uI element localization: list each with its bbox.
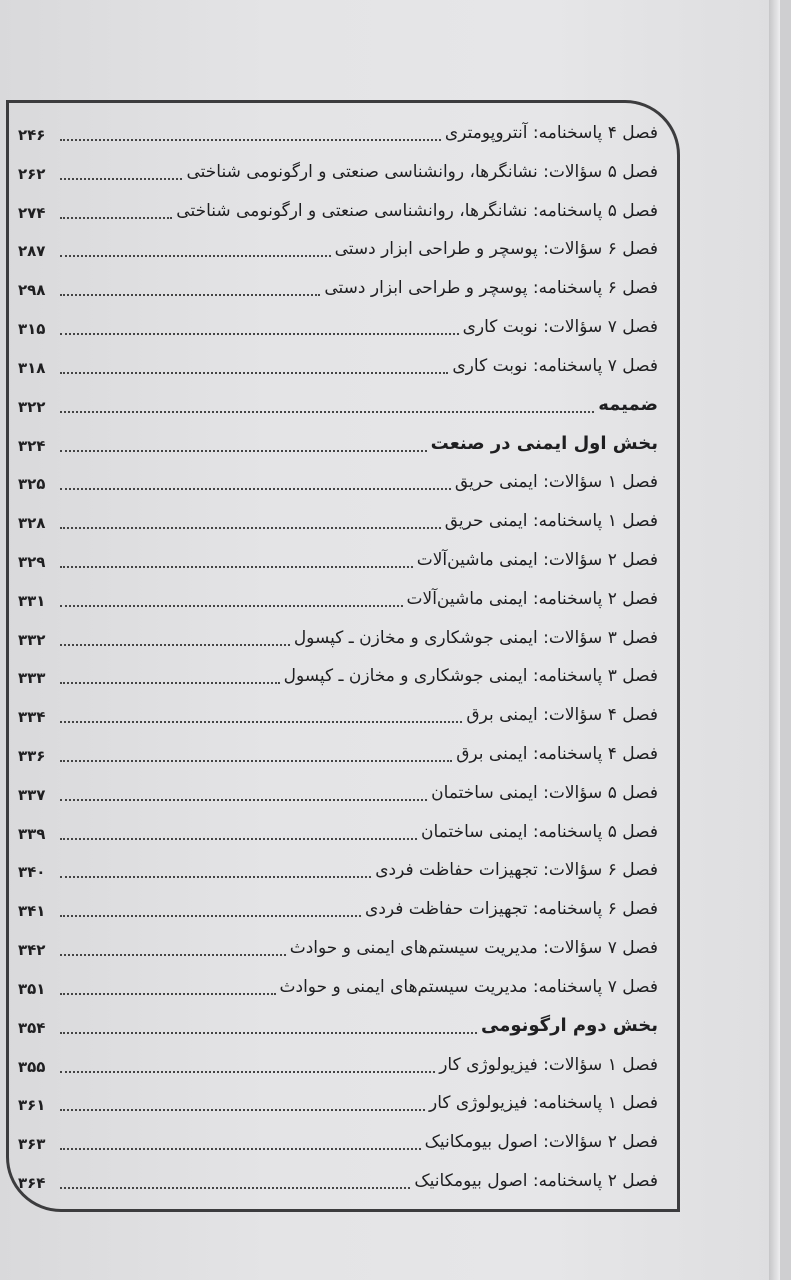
toc-entry <box>18 232 658 264</box>
toc-entry-title: فصل ۶ پاسخنامه: تجهیزات حفاظت فردی <box>365 899 658 920</box>
toc-entry-title: فصل ۷ پاسخنامه: نوبت کاری <box>452 355 658 376</box>
toc-entry <box>18 271 658 303</box>
toc-page-number: ۳۴۰ <box>18 863 46 882</box>
toc-page-number: ۳۶۳ <box>18 1135 46 1154</box>
toc-entry-title: فصل ۷ سؤالات: مدیریت سیستم‌های ایمنی و حوادث <box>289 938 658 959</box>
toc-entry-title: فصل ۲ پاسخنامه: ایمنی ماشین‌آلات <box>406 588 658 609</box>
toc-entry-title: فصل ۴ سؤالات: ایمنی برق <box>466 705 658 726</box>
toc-page-number: ۳۲۵ <box>18 475 46 494</box>
dot-leader <box>60 450 427 452</box>
toc-section-heading <box>18 388 658 420</box>
toc-page-number: ۳۳۲ <box>18 630 46 649</box>
dot-leader <box>60 1032 477 1034</box>
toc-page-number: ۳۲۹ <box>18 552 46 571</box>
toc-page-number: ۲۹۸ <box>18 281 46 300</box>
dot-leader <box>60 876 371 878</box>
toc-page-number: ۳۳۶ <box>18 747 46 765</box>
toc-entry-title: فصل ۴ پاسخنامه: ایمنی برق <box>456 744 658 764</box>
toc-entry <box>18 582 658 614</box>
toc-page-number: ۳۳۴ <box>18 708 46 727</box>
dot-leader <box>60 915 361 917</box>
toc-entry <box>18 1164 658 1196</box>
dot-leader <box>60 993 276 995</box>
toc-entry-title: فصل ۵ پاسخنامه: ایمنی ساختمان <box>420 821 658 842</box>
dot-leader <box>60 566 413 568</box>
dot-leader <box>60 682 280 684</box>
toc-entry-title: فصل ۵ سؤالات: ایمنی ساختمان <box>431 782 658 803</box>
toc-entry-title: فصل ۲ پاسخنامه: اصول بیومکانیک <box>414 1170 658 1191</box>
dot-leader <box>60 333 459 335</box>
dot-leader <box>60 1109 425 1111</box>
toc-entry <box>18 737 658 769</box>
toc-entry <box>18 621 658 653</box>
toc-entry-title: فصل ۱ سؤالات: فیزیولوژی کار <box>439 1054 658 1075</box>
toc-entry-title: فصل ۲ سؤالات: اصول بیومکانیک <box>424 1132 658 1153</box>
toc-entry-title: فصل ۶ سؤالات: تجهیزات حفاظت فردی <box>375 860 658 881</box>
toc-entry <box>18 310 658 342</box>
toc-entry <box>18 659 658 691</box>
toc-section-heading <box>18 1009 658 1041</box>
toc-entry <box>18 194 658 226</box>
toc-page-number: ۳۴۲ <box>18 941 46 960</box>
dot-leader <box>60 1148 421 1150</box>
dot-leader <box>60 1071 435 1073</box>
dot-leader <box>60 411 594 413</box>
toc-entry-title: فصل ۶ پاسخنامه: پوسچر و طراحی ابزار دستی <box>324 278 658 299</box>
toc-entry-title: فصل ۶ سؤالات: پوسچر و طراحی ابزار دستی <box>334 239 658 260</box>
toc-entry <box>18 815 658 847</box>
dot-leader <box>60 1187 410 1189</box>
dot-leader <box>60 760 452 762</box>
toc-entry-title: فصل ۷ سؤالات: نوبت کاری <box>462 317 658 338</box>
dot-leader <box>60 294 320 296</box>
dot-leader <box>60 954 286 956</box>
dot-leader <box>60 721 462 723</box>
dot-leader <box>60 527 441 529</box>
page-edge <box>769 0 780 1280</box>
toc-page-number: ۳۲۲ <box>18 397 46 416</box>
dot-leader <box>60 139 441 141</box>
dot-leader <box>60 372 448 374</box>
toc-entry <box>18 504 658 536</box>
toc-entry <box>18 349 658 381</box>
toc-entry <box>18 931 658 963</box>
toc-page-number: ۳۵۱ <box>18 979 46 998</box>
toc-page-number: ۲۶۲ <box>18 164 46 183</box>
toc-entry <box>18 155 658 187</box>
dot-leader <box>60 488 451 490</box>
dot-leader <box>60 178 182 180</box>
toc-entry <box>18 1086 658 1118</box>
toc-entry <box>18 970 658 1002</box>
toc-entry-title: فصل ۲ سؤالات: ایمنی ماشین‌آلات <box>416 549 658 570</box>
dot-leader <box>60 644 290 646</box>
toc-page-number: ۳۱۵ <box>18 320 46 339</box>
toc-entry-title: ضمیمه <box>598 393 658 415</box>
toc-page-number: ۲۴۶ <box>18 126 46 144</box>
toc-entry-title: فصل ۵ پاسخنامه: نشانگرها، روانشناسی صنعتی و ارگونومی شناختی <box>176 200 658 221</box>
table-of-contents <box>18 116 658 1196</box>
toc-entry-title: فصل ۳ پاسخنامه: ایمنی جوشکاری و مخازن ـ کپسول <box>283 666 658 687</box>
toc-page-number: ۳۱۸ <box>18 358 46 377</box>
toc-entry <box>18 1048 658 1080</box>
toc-entry-title: فصل ۷ پاسخنامه: مدیریت سیستم‌های ایمنی و حوادث <box>279 976 658 997</box>
toc-page-number: ۳۳۷ <box>18 785 46 804</box>
dot-leader <box>60 255 331 257</box>
toc-entry <box>18 1125 658 1157</box>
toc-page-number: ۳۴۱ <box>18 902 46 921</box>
toc-entry <box>18 853 658 885</box>
toc-page-number: ۳۵۵ <box>18 1057 46 1076</box>
dot-leader <box>60 838 417 840</box>
toc-entry <box>18 698 658 730</box>
dot-leader <box>60 605 403 607</box>
toc-entry-title: فصل ۵ سؤالات: نشانگرها، روانشناسی صنعتی و ارگونومی شناختی <box>186 161 658 182</box>
toc-entry-title: فصل ۱ پاسخنامه: ایمنی حریق <box>444 511 658 532</box>
toc-entry-title: بخش اول ایمنی در صنعت <box>430 432 658 454</box>
toc-entry <box>18 543 658 575</box>
toc-entry-title: بخش دوم ارگونومی <box>480 1014 658 1036</box>
dot-leader <box>60 799 427 801</box>
toc-page-number: ۳۲۸ <box>18 514 46 533</box>
toc-page-number: ۳۳۱ <box>18 591 46 610</box>
toc-entry <box>18 776 658 808</box>
toc-page-number: ۳۳۹ <box>18 824 46 843</box>
toc-entry <box>18 116 658 148</box>
toc-entry-title: فصل ۱ پاسخنامه: فیزیولوژی کار <box>428 1093 658 1114</box>
toc-page-number: ۲۸۷ <box>18 242 46 261</box>
toc-entry <box>18 465 658 497</box>
toc-entry-title: فصل ۳ سؤالات: ایمنی جوشکاری و مخازن ـ کپسول <box>293 627 658 648</box>
toc-page-number: ۲۷۴ <box>18 203 46 222</box>
toc-page-number: ۳۲۴ <box>18 436 46 455</box>
dot-leader <box>60 217 172 219</box>
toc-entry-title: فصل ۴ پاسخنامه: آنتروپومتری <box>444 123 658 143</box>
toc-entry <box>18 892 658 924</box>
toc-entry-title: فصل ۱ سؤالات: ایمنی حریق <box>454 472 658 493</box>
toc-page-number: ۳۶۱ <box>18 1096 46 1115</box>
toc-page-number: ۳۶۴ <box>18 1173 46 1192</box>
toc-page-number: ۳۳۳ <box>18 669 46 688</box>
toc-page-number: ۳۵۴ <box>18 1018 46 1037</box>
toc-section-heading <box>18 427 658 459</box>
